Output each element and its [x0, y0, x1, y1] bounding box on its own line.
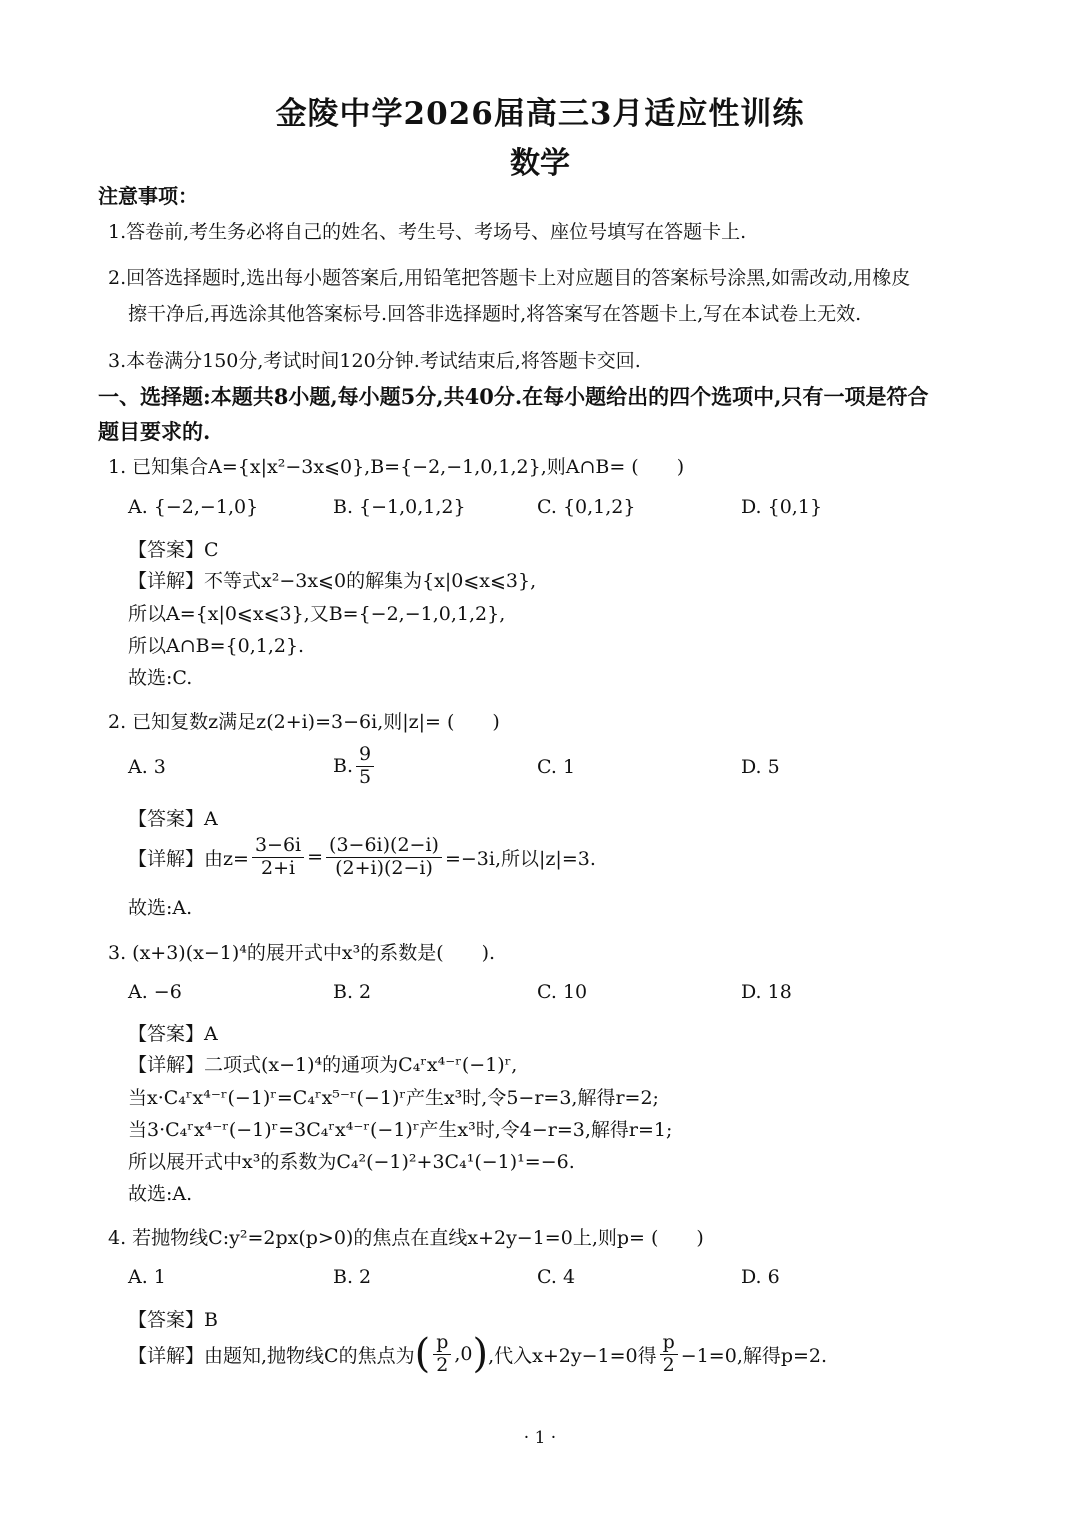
q2-detail-fraction-2: [326, 835, 442, 880]
q3-option-a: A. −6: [128, 981, 182, 1003]
q4-detail: [128, 1332, 827, 1377]
q2-detail-equals: =: [307, 846, 324, 869]
fraction-denominator: (2+i)(2−i): [335, 856, 433, 879]
q2-detail-prefix: 【详解】由z=: [128, 847, 249, 870]
q1-detail-3: 所以A∩B={0,1,2}.: [128, 635, 305, 657]
q2-option-b: [333, 744, 377, 789]
exam-title: 金陵中学2026届高三3月适应性训练: [275, 96, 805, 132]
page-number: · 1 ·: [523, 1428, 557, 1448]
q4-focus-tail: ,0: [454, 1343, 473, 1366]
q2-option-b-label: B.: [333, 755, 354, 778]
q2-option-b-fraction: [356, 744, 374, 789]
q3-option-c: C. 10: [537, 981, 588, 1003]
left-paren-glyph: (: [414, 1331, 431, 1378]
q3-option-d: D. 18: [741, 981, 792, 1003]
q4-detail-mid: ,代入x+2y−1=0得: [488, 1344, 657, 1367]
notice-item-2: 2.回答选择题时,选出每小题答案后,用铅笔把答题卡上对应题目的答案标号涂黑,如需改动,用橡皮: [108, 267, 911, 289]
subject-title: 数学: [510, 146, 570, 181]
question-1-stem: 1. 已知集合A={x|x²−3x⩽0},B={−2,−1,0,1,2},则A∩B= ( ): [108, 456, 685, 478]
q4-option-d: D. 6: [741, 1266, 780, 1288]
q2-answer: 【答案】A: [128, 808, 218, 830]
question-4-stem: 4. 若抛物线C:y²=2px(p>0)的焦点在直线x+2y−1=0上,则p= ( ): [108, 1227, 704, 1249]
q2-option-c: C. 1: [537, 756, 576, 778]
q4-focus-fraction: [433, 1332, 451, 1377]
fraction-denominator: 2+i: [260, 856, 296, 879]
question-3-stem: 3. (x+3)(x−1)⁴的展开式中x³的系数是( ).: [108, 942, 496, 964]
q2-conclusion: 故选:A.: [128, 897, 193, 919]
q1-detail-4: 故选:C.: [128, 667, 193, 689]
q2-option-d: D. 5: [741, 756, 780, 778]
q4-detail-suffix: −1=0,解得p=2.: [680, 1344, 828, 1367]
q3-detail-1: 【详解】二项式(x−1)⁴的通项为C₄ʳx⁴⁻ʳ(−1)ʳ,: [128, 1054, 518, 1076]
section-heading: 一、选择题:本题共8小题,每小题5分,共40分.在每小题给出的四个选项中,只有一项是符合: [98, 384, 929, 409]
q4-option-a: A. 1: [128, 1266, 166, 1288]
q2-option-a: A. 3: [128, 756, 166, 778]
q3-option-b: B. 2: [333, 981, 372, 1003]
q3-answer: 【答案】A: [128, 1023, 218, 1045]
notice-item-1: 1.答卷前,考生务必将自己的姓名、考生号、考场号、座位号填写在答题卡上.: [108, 221, 747, 243]
q3-detail-5: 故选:A.: [128, 1183, 193, 1205]
fraction-denominator: 5: [359, 765, 372, 788]
q4-option-b: B. 2: [333, 1266, 372, 1288]
question-2-stem: 2. 已知复数z满足z(2+i)=3−6i,则|z|= ( ): [108, 711, 500, 733]
fraction-numerator: 3−6i: [252, 835, 304, 858]
fraction-numerator: p: [660, 1332, 678, 1355]
notice-item-3: 3.本卷满分150分,考试时间120分钟.考试结束后,将答题卡交回.: [108, 350, 641, 372]
q4-sub-fraction: [660, 1332, 678, 1377]
notice-item-2-cont: 擦干净后,再选涂其他答案标号.回答非选择题时,将答案写在答题卡上,写在本试卷上无效.: [128, 303, 862, 325]
q4-detail-prefix: 【详解】由题知,抛物线C的焦点为: [128, 1344, 415, 1367]
q1-detail-2: 所以A={x|0⩽x⩽3},又B={−2,−1,0,1,2},: [128, 603, 506, 625]
q4-answer: 【答案】B: [128, 1309, 218, 1331]
q1-option-d: D. {0,1}: [741, 496, 823, 518]
q3-detail-4: 所以展开式中x³的系数为C₄²(−1)²+3C₄¹(−1)¹=−6.: [128, 1151, 575, 1173]
q3-detail-2: 当x·C₄ʳx⁴⁻ʳ(−1)ʳ=C₄ʳx⁵⁻ʳ(−1)ʳ产生x³时,令5−r=3,解得r=2;: [128, 1087, 659, 1109]
q1-detail-1: 【详解】不等式x²−3x⩽0的解集为{x|0⩽x⩽3},: [128, 570, 537, 592]
q2-detail: [128, 835, 596, 880]
notice-heading: 注意事项：: [98, 184, 198, 208]
q3-detail-3: 当3·C₄ʳx⁴⁻ʳ(−1)ʳ=3C₄ʳx⁴⁻ʳ(−1)ʳ产生x³时,令4−r=3,解得r=1;: [128, 1119, 673, 1141]
right-paren-glyph: ): [472, 1331, 489, 1378]
fraction-numerator: p: [433, 1332, 451, 1355]
q2-detail-fraction-1: [252, 835, 304, 880]
fraction-denominator: 2: [436, 1353, 449, 1376]
q1-option-b: B. {−1,0,1,2}: [333, 496, 466, 518]
q2-detail-suffix: =−3i,所以|z|=3.: [444, 847, 596, 870]
q1-answer: 【答案】C: [128, 539, 219, 561]
fraction-numerator: 9: [356, 744, 374, 767]
section-heading-cont: 题目要求的.: [98, 419, 211, 444]
fraction-numerator: (3−6i)(2−i): [326, 835, 442, 858]
q4-option-c: C. 4: [537, 1266, 576, 1288]
fraction-denominator: 2: [662, 1353, 675, 1376]
q1-option-c: C. {0,1,2}: [537, 496, 636, 518]
q1-option-a: A. {−2,−1,0}: [128, 496, 259, 518]
